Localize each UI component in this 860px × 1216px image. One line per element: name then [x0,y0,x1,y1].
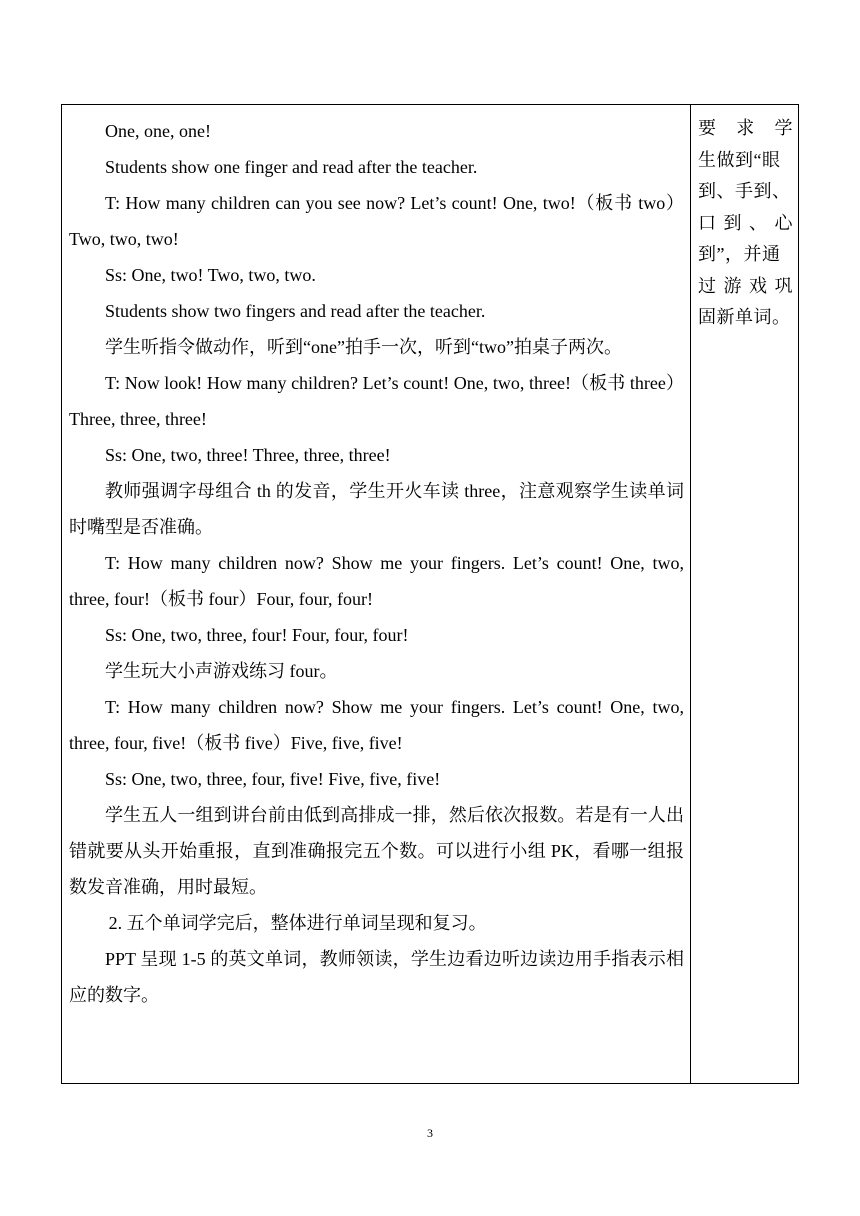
paragraph: Ss: One, two, three! Three, three, three! [105,445,391,465]
page-number: 3 [427,1126,433,1140]
note-line: 到”，并通 [698,244,781,264]
note-line: 生做到“眼 [698,149,781,170]
paragraph: PPT 呈现 1-5 的英文单词，教师领读，学生边看边听边读边用手指表示相应的数字。 [69,949,684,1005]
paragraph: Ss: One, two, three, four, five! Five, five, five! [105,769,441,789]
paragraph: Ss: One, two, three, four! Four, four, four! [105,625,409,645]
paragraph: 学生玩大小声游戏练习 four。 [105,661,338,681]
note-line: 固新单词。 [698,307,791,327]
numbered-step: 2. 五个单词学完后，整体进行单词呈现和复习。 [108,913,487,933]
note-char: 、 [749,212,768,233]
note-line [698,208,793,240]
note-char: 要 [698,118,717,138]
requirement-note-cell [698,113,793,334]
note-line [698,113,793,145]
procedure-cell [69,113,684,1013]
paragraph: Students show two fingers and read after the teacher. [105,301,486,321]
lesson-table [61,104,799,1084]
note-char: 口 [698,212,717,233]
paragraph: T: How many children can you see now? Let’s count! One, two!（板书 two）Two, two, two! [69,193,684,249]
paragraph: One, one, one! [105,121,211,141]
note-char: 到 [723,212,742,233]
note-char: 过 [698,275,717,296]
paragraph: T: How many children now? Show me your fingers. Let’s count! One, two, three, four, five!（板书 five）Five, five, five! [69,697,684,753]
paragraph: 教师强调字母组合 th 的发音，学生开火车读 three，注意观察学生读单词时嘴型是否准确。 [69,481,684,537]
note-line: 到、手到、 [698,181,791,201]
note-char: 戏 [749,275,768,296]
paragraph: 学生五人一组到讲台前由低到高排成一排，然后依次报数。若是有一人出错就要从头开始重报，直到准确报完五个数。可以进行小组 PK，看哪一组报数发音准确，用时最短。 [69,805,684,897]
paragraph: T: Now look! How many children? Let’s count! One, two, three!（板书 three）Three, three, three! [69,373,684,429]
column-divider [690,105,691,1083]
note-char: 游 [723,275,742,296]
paragraph: Students show one finger and read after the teacher. [105,157,478,177]
note-char: 学 [774,118,793,138]
note-char: 心 [774,212,793,233]
paragraph: T: How many children now? Show me your fingers. Let’s count! One, two, three, four!（板书 four）Four, four, four! [69,553,684,609]
note-char: 求 [736,118,755,138]
note-char: 巩 [774,275,793,296]
note-line [698,271,793,303]
paragraph: Ss: One, two! Two, two, two. [105,265,316,285]
paragraph: 学生听指令做动作，听到“one”拍手一次，听到“two”拍桌子两次。 [105,337,622,357]
